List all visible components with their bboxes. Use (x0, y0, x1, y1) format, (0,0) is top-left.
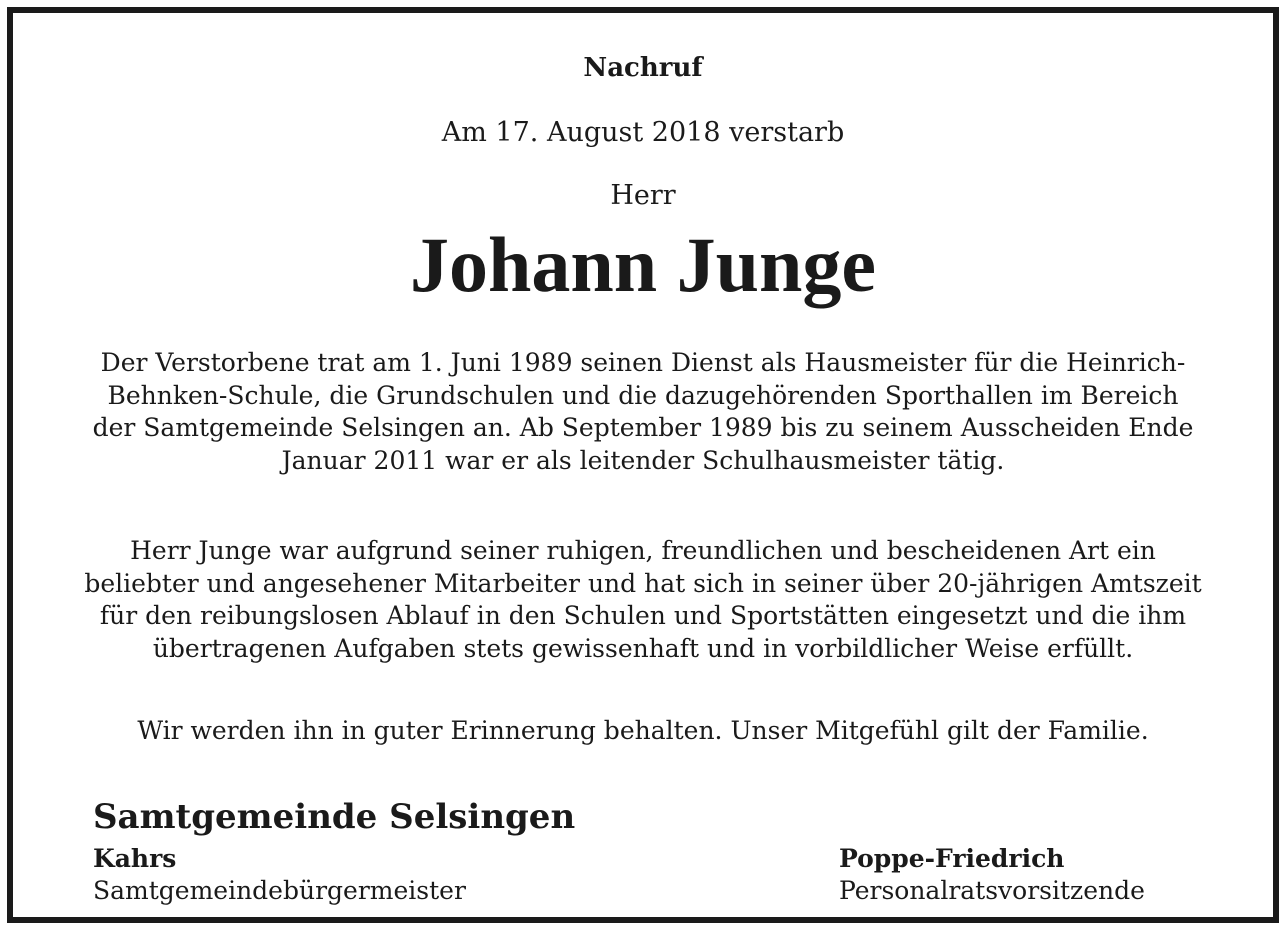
salutation: Herr (610, 180, 676, 211)
signatory-name-right: Poppe-Friedrich (839, 844, 1065, 873)
body-paragraph-tribute: Herr Junge war aufgrund seiner ruhigen, freundlichen und bescheidenen Art ein beliebter und angesehener Mitarbeiter und hat sich in seiner über 20-jährigen Amtszeit für den reibungslosen Ablauf in den Schulen und Sportstätten eingesetzt und die ihm übertragenen Aufgaben stets gewissenhaft und in vorbildlicher Weise erfüllt. (84, 536, 1202, 663)
signatory-title-right: Personalratsvorsitzende (839, 876, 1145, 905)
signatory-name-left: Kahrs (93, 844, 177, 873)
signatory-title-left: Samtgemeindebürgermeister (93, 876, 466, 905)
death-date-line: Am 17. August 2018 verstarb (441, 117, 845, 148)
notice-heading: Nachruf (583, 53, 703, 83)
body-paragraph-condolence: Wir werden ihn in guter Erinnerung behalten. Unser Mitgefühl gilt der Familie. (137, 716, 1149, 745)
signature-left (93, 843, 466, 907)
signature-right (839, 843, 1145, 907)
deceased-name: Johann Junge (409, 221, 877, 308)
organization-name: Samtgemeinde Selsingen (93, 797, 576, 837)
obituary-notice (7, 7, 1279, 923)
body-paragraph-career: Der Verstorbene trat am 1. Juni 1989 seinen Dienst als Hausmeister für die Heinrich-Behnken-Schule, die Grundschulen und die dazugehörenden Sporthallen im Bereich der Samtgemeinde Selsingen an. Ab September 1989 bis zu seinem Ausscheiden Ende Januar 2011 war er als leitender Schulhausmeister tätig. (92, 348, 1194, 475)
